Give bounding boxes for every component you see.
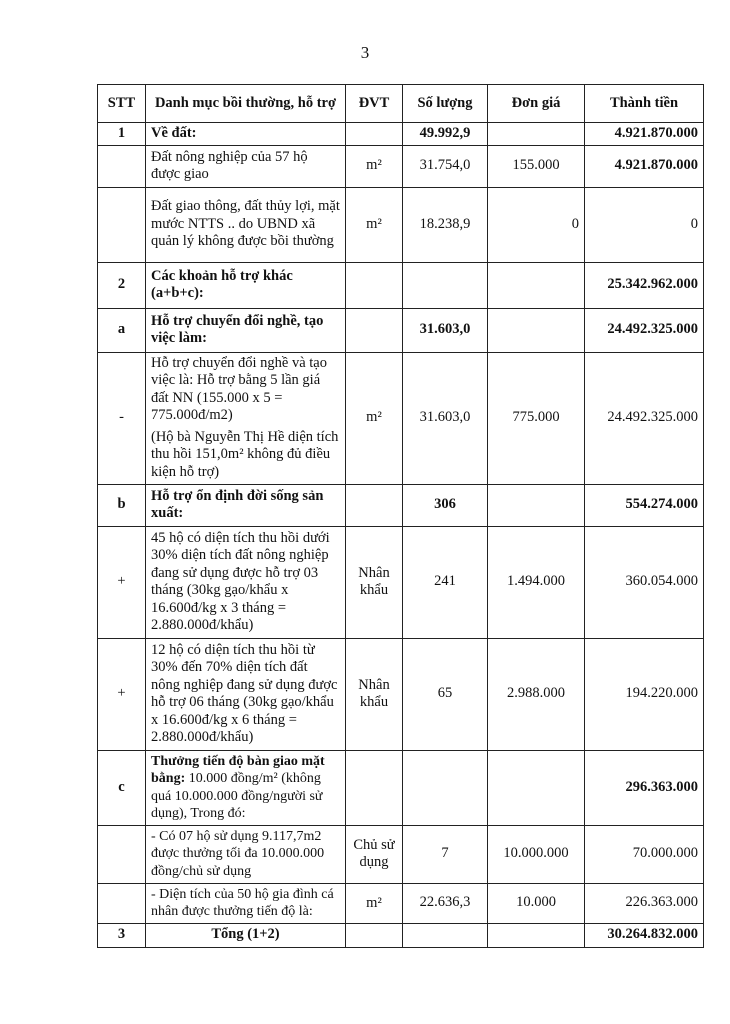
row-description: Hỗ trợ chuyển đổi nghề, tạo việc làm: [146, 308, 346, 352]
table-row [98, 825, 704, 883]
row-quantity: 306 [403, 484, 488, 526]
row-quantity [403, 262, 488, 308]
compensation-table [97, 84, 704, 948]
table-row [98, 187, 704, 262]
row-quantity: 7 [403, 825, 488, 883]
row-unit [346, 308, 403, 352]
header-stt: STT [98, 85, 146, 123]
row-description [146, 750, 346, 825]
row-unit: m² [346, 187, 403, 262]
row-description: Các khoản hỗ trợ khác (a+b+c): [146, 262, 346, 308]
row-quantity: 241 [403, 526, 488, 638]
row-amount: 0 [585, 187, 704, 262]
page-number: 3 [360, 43, 370, 62]
row-quantity: 49.992,9 [403, 123, 488, 146]
header-total: Thành tiền [585, 85, 704, 123]
row-amount: 24.492.325.000 [585, 308, 704, 352]
table-row [98, 352, 704, 484]
row-stt [98, 883, 146, 923]
header-unit: ĐVT [346, 85, 403, 123]
row-amount: 554.274.000 [585, 484, 704, 526]
row-quantity: 22.636,3 [403, 883, 488, 923]
row-description: Tổng (1+2) [146, 923, 346, 947]
row-amount: 4.921.870.000 [585, 145, 704, 187]
row-description: 12 hộ có diện tích thu hồi từ 30% đến 70% diện tích đất nông nghiệp đang sử dụng được hỗ trợ 06 tháng (30kg gạo/khẩu x 16.600đ/kg x 6 tháng = 2.880.000đ/khẩu) [146, 638, 346, 750]
row-amount: 24.492.325.000 [585, 352, 704, 484]
row-amount: 360.054.000 [585, 526, 704, 638]
table-row [98, 484, 704, 526]
table-row [98, 262, 704, 308]
row-unit: m² [346, 352, 403, 484]
row-amount: 25.342.962.000 [585, 262, 704, 308]
row-amount: 226.363.000 [585, 883, 704, 923]
row-quantity [403, 923, 488, 947]
row-unit [346, 262, 403, 308]
row-unit: Chủ sử dụng [346, 825, 403, 883]
row-amount: 296.363.000 [585, 750, 704, 825]
table-header-row [98, 85, 704, 123]
row-stt: + [98, 526, 146, 638]
row-description-bold: Thưởng tiến độ bàn giao mặt bằng: [151, 753, 325, 786]
row-unit-price [488, 484, 585, 526]
row-unit-price: 0 [488, 187, 585, 262]
row-unit-price: 10.000.000 [488, 825, 585, 883]
row-description: Về đất: [146, 123, 346, 146]
row-stt: 2 [98, 262, 146, 308]
header-price: Đơn giá [488, 85, 585, 123]
row-description [146, 352, 346, 484]
row-unit-price: 155.000 [488, 145, 585, 187]
row-description-rest: 10.000 đồng/m² (không quá 10.000.000 đồng/người sử dụng), Trong đó: [151, 771, 323, 821]
row-stt: 1 [98, 123, 146, 146]
table-row [98, 883, 704, 923]
table-row [98, 750, 704, 825]
row-unit [346, 123, 403, 146]
table-row [98, 923, 704, 947]
row-description: Đất giao thông, đất thủy lợi, mặt mước NTTS .. do UBND xã quản lý không được bồi thường [146, 187, 346, 262]
row-unit: Nhân khẩu [346, 638, 403, 750]
table-row [98, 145, 704, 187]
row-unit-price: 2.988.000 [488, 638, 585, 750]
header-item: Danh mục bồi thường, hỗ trợ [146, 85, 346, 123]
row-unit-price: 1.494.000 [488, 526, 585, 638]
row-stt: + [98, 638, 146, 750]
row-stt [98, 187, 146, 262]
row-unit-price [488, 923, 585, 947]
row-amount: 70.000.000 [585, 825, 704, 883]
row-stt: - [98, 352, 146, 484]
row-unit: m² [346, 883, 403, 923]
row-stt: c [98, 750, 146, 825]
row-stt: 3 [98, 923, 146, 947]
row-stt [98, 825, 146, 883]
row-description: Hỗ trợ ổn định đời sống sản xuất: [146, 484, 346, 526]
row-amount: 4.921.870.000 [585, 123, 704, 146]
row-amount: 30.264.832.000 [585, 923, 704, 947]
table-row [98, 526, 704, 638]
row-stt [98, 145, 146, 187]
row-unit [346, 750, 403, 825]
row-stt: b [98, 484, 146, 526]
row-quantity [403, 750, 488, 825]
table-row [98, 638, 704, 750]
row-description-note: (Hộ bà Nguyễn Thị Hề diện tích thu hồi 151,0m² không đủ điều kiện hỗ trợ) [151, 428, 339, 480]
row-quantity: 65 [403, 638, 488, 750]
row-unit: m² [346, 145, 403, 187]
row-quantity: 18.238,9 [403, 187, 488, 262]
row-quantity: 31.603,0 [403, 308, 488, 352]
row-unit: Nhân khẩu [346, 526, 403, 638]
row-description: - Diện tích của 50 hộ gia đình cá nhân được thưởng tiến độ là: [146, 883, 346, 923]
row-unit-price [488, 308, 585, 352]
row-unit-price [488, 262, 585, 308]
row-description: 45 hộ có diện tích thu hồi dưới 30% diện tích đất nông nghiệp đang sử dụng được hỗ trợ 03 tháng (30kg gạo/khẩu x 16.600đ/kg x 3 tháng = 2.880.000đ/khẩu) [146, 526, 346, 638]
row-description-main: Hỗ trợ chuyển đổi nghề và tạo việc là: Hỗ trợ bằng 5 lần giá đất NN (155.000 x 5 = 775.000đ/m2) [151, 354, 327, 424]
table-row [98, 123, 704, 146]
row-unit-price: 775.000 [488, 352, 585, 484]
row-description: Đất nông nghiệp của 57 hộ được giao [146, 145, 346, 187]
row-unit-price [488, 750, 585, 825]
table-row [98, 308, 704, 352]
row-stt: a [98, 308, 146, 352]
row-unit-price: 10.000 [488, 883, 585, 923]
row-amount: 194.220.000 [585, 638, 704, 750]
row-unit [346, 484, 403, 526]
row-description: - Có 07 hộ sử dụng 9.117,7m2 được thưởng tối đa 10.000.000 đồng/chủ sử dụng [146, 825, 346, 883]
row-quantity: 31.754,0 [403, 145, 488, 187]
row-unit [346, 923, 403, 947]
row-unit-price [488, 123, 585, 146]
header-qty: Số lượng [403, 85, 488, 123]
row-quantity: 31.603,0 [403, 352, 488, 484]
